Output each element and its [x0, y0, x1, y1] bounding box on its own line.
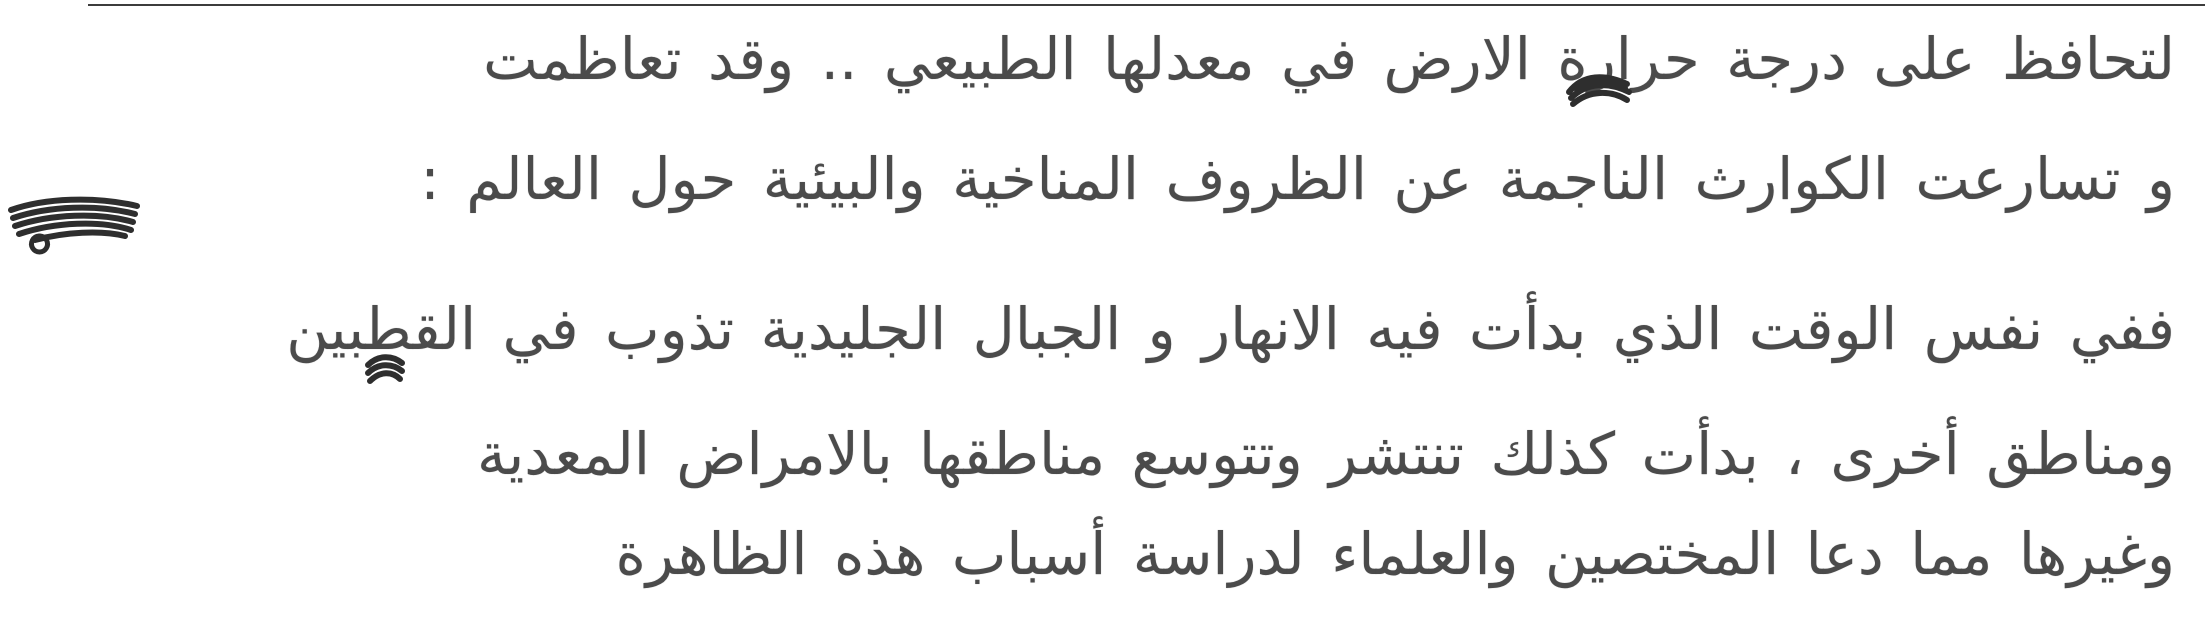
scribble-mark-line-3: [360, 345, 410, 395]
scribble-mark-line-2: [5, 182, 145, 252]
text-line-2: و تسارعت الكوارث الناجمة عن الظروف المناخية والبيئية حول العالم :: [420, 145, 2175, 213]
text-line-5: وغيرها مما دعا المختصين والعلماء لدراسة أسباب هذه الظاهرة: [615, 520, 2175, 588]
text-line-1: لتحافظ على درجة حرارة الارض في معدلها الطبيعي .. وقد تعاظمت: [483, 25, 2175, 93]
scribble-mark-line-1: [1565, 62, 1635, 112]
text-line-3: ففي نفس الوقت الذي بدأت فيه الانهار و الجبال الجليدية تذوب في القطبين: [286, 295, 2175, 363]
text-line-4: ومناطق أخرى ، بدأت كذلك تنتشر وتتوسع مناطقها بالامراض المعدية: [476, 420, 2175, 488]
